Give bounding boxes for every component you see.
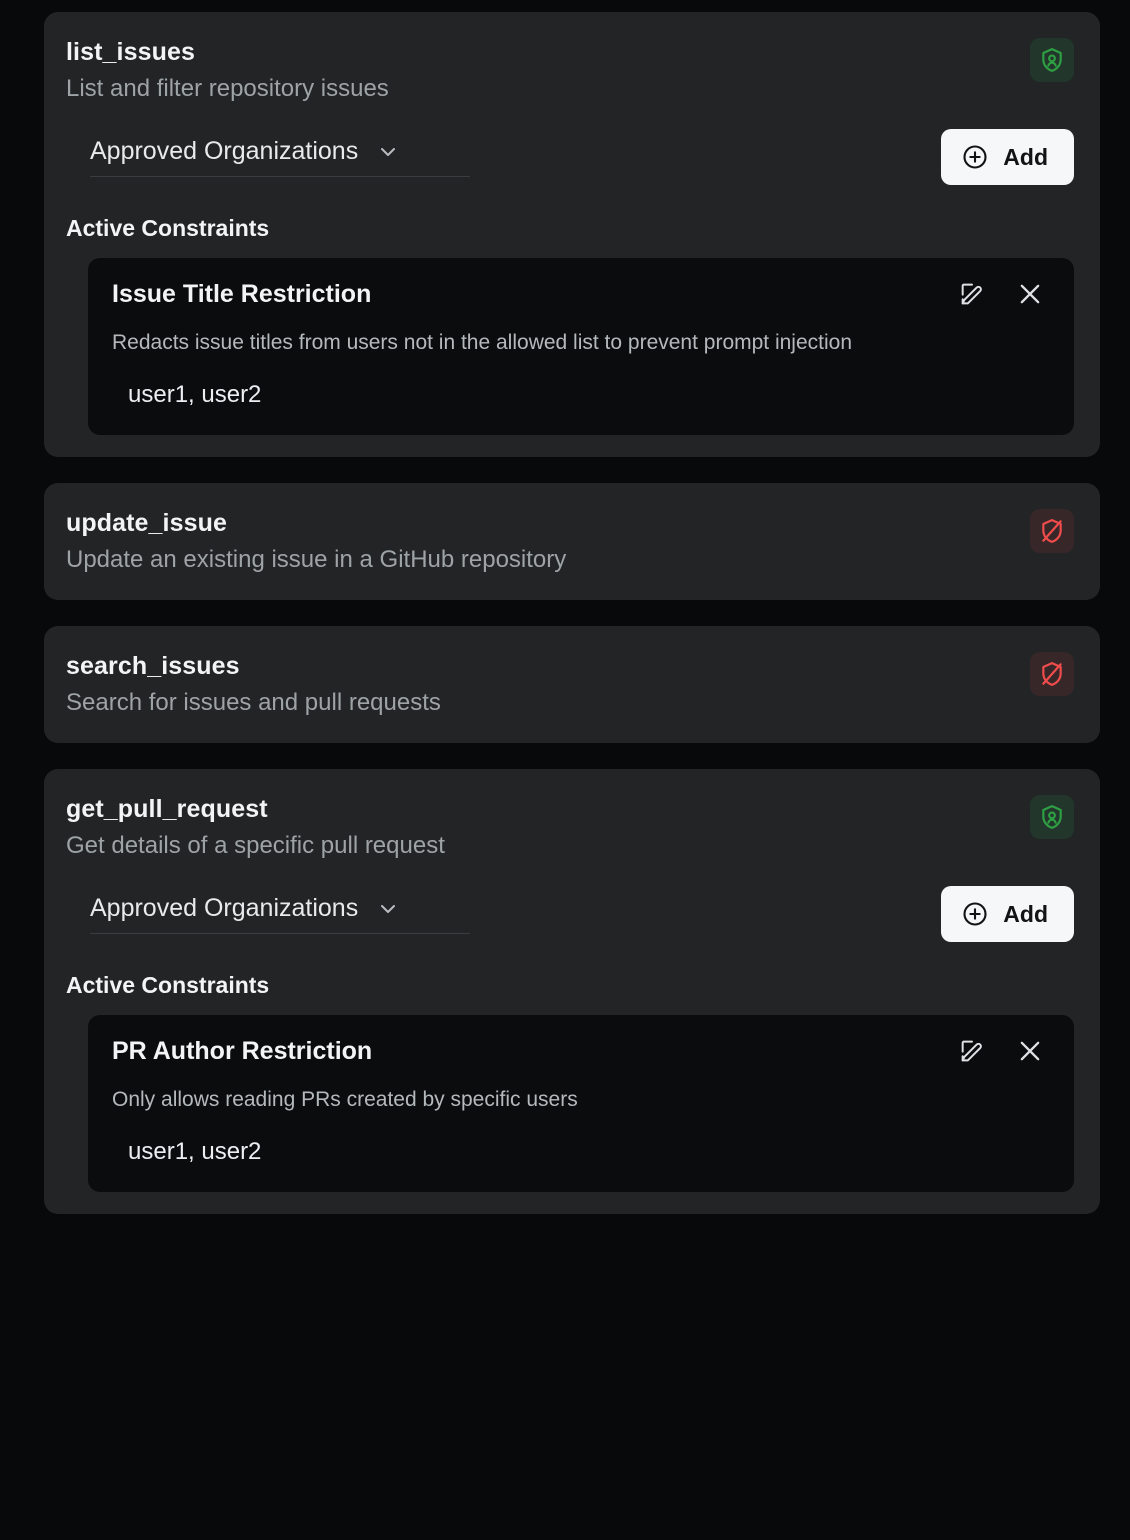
tool-description: List and filter repository issues: [66, 75, 389, 102]
select-value: Approved Organizations: [90, 894, 359, 922]
tool-name: get_pull_request: [66, 795, 268, 823]
tool-card-update-issue: [44, 483, 1100, 600]
add-button-label: Add: [1003, 900, 1048, 927]
constraint-title: Issue Title Restriction: [112, 280, 372, 308]
tool-controls-row: [66, 129, 1074, 185]
shield-check-icon[interactable]: [1030, 795, 1074, 839]
tool-name: search_issues: [66, 652, 240, 680]
tool-controls-row: [66, 886, 1074, 942]
constraint-title: PR Author Restriction: [112, 1037, 373, 1065]
add-constraint-button[interactable]: [941, 129, 1074, 185]
tool-info: [66, 509, 566, 574]
constraint-description: Redacts issue titles from users not in the allowed list to prevent prompt injection: [112, 331, 853, 354]
tool-info: [66, 652, 441, 717]
constraint-header: [112, 1037, 1050, 1066]
tool-header: [66, 795, 1074, 860]
tool-header: [66, 38, 1074, 103]
constraint-item: [88, 258, 1074, 435]
tool-info: [66, 795, 445, 860]
shield-check-icon[interactable]: [1030, 38, 1074, 82]
edit-pencil-icon[interactable]: [958, 1037, 986, 1065]
chevron-down-icon: [376, 897, 400, 921]
add-button-label: Add: [1003, 143, 1048, 170]
constraint-actions: [958, 280, 1050, 308]
active-constraints-title: Active Constraints: [66, 215, 270, 241]
constraint-value: user1, user2: [128, 381, 262, 408]
tool-header: [66, 509, 1074, 574]
close-x-icon[interactable]: [1016, 280, 1044, 308]
tool-description: Search for issues and pull requests: [66, 689, 441, 716]
shield-off-icon[interactable]: [1030, 509, 1074, 553]
constraint-header: [112, 280, 1050, 309]
approved-organizations-select[interactable]: [90, 137, 470, 177]
constraint-actions: [958, 1037, 1050, 1065]
tool-name: update_issue: [66, 509, 227, 537]
tool-description: Update an existing issue in a GitHub repository: [66, 546, 567, 573]
active-constraints-title: Active Constraints: [66, 972, 270, 998]
tool-card-search-issues: [44, 626, 1100, 743]
tool-header: [66, 652, 1074, 717]
tool-info: [66, 38, 389, 103]
approved-organizations-select[interactable]: [90, 894, 470, 934]
tool-name: list_issues: [66, 38, 195, 66]
constraint-value: user1, user2: [128, 1138, 262, 1165]
constraint-item: [88, 1015, 1074, 1192]
add-constraint-button[interactable]: [941, 886, 1074, 942]
tool-card-get-pull-request: [44, 769, 1100, 1214]
plus-circle-icon: [961, 143, 989, 171]
tool-card-list-issues: [44, 12, 1100, 457]
edit-pencil-icon[interactable]: [958, 280, 986, 308]
tool-description: Get details of a specific pull request: [66, 832, 445, 859]
select-value: Approved Organizations: [90, 137, 359, 165]
shield-off-icon[interactable]: [1030, 652, 1074, 696]
close-x-icon[interactable]: [1016, 1037, 1044, 1065]
plus-circle-icon: [961, 900, 989, 928]
constraint-description: Only allows reading PRs created by specific users: [112, 1088, 578, 1111]
chevron-down-icon: [376, 140, 400, 164]
